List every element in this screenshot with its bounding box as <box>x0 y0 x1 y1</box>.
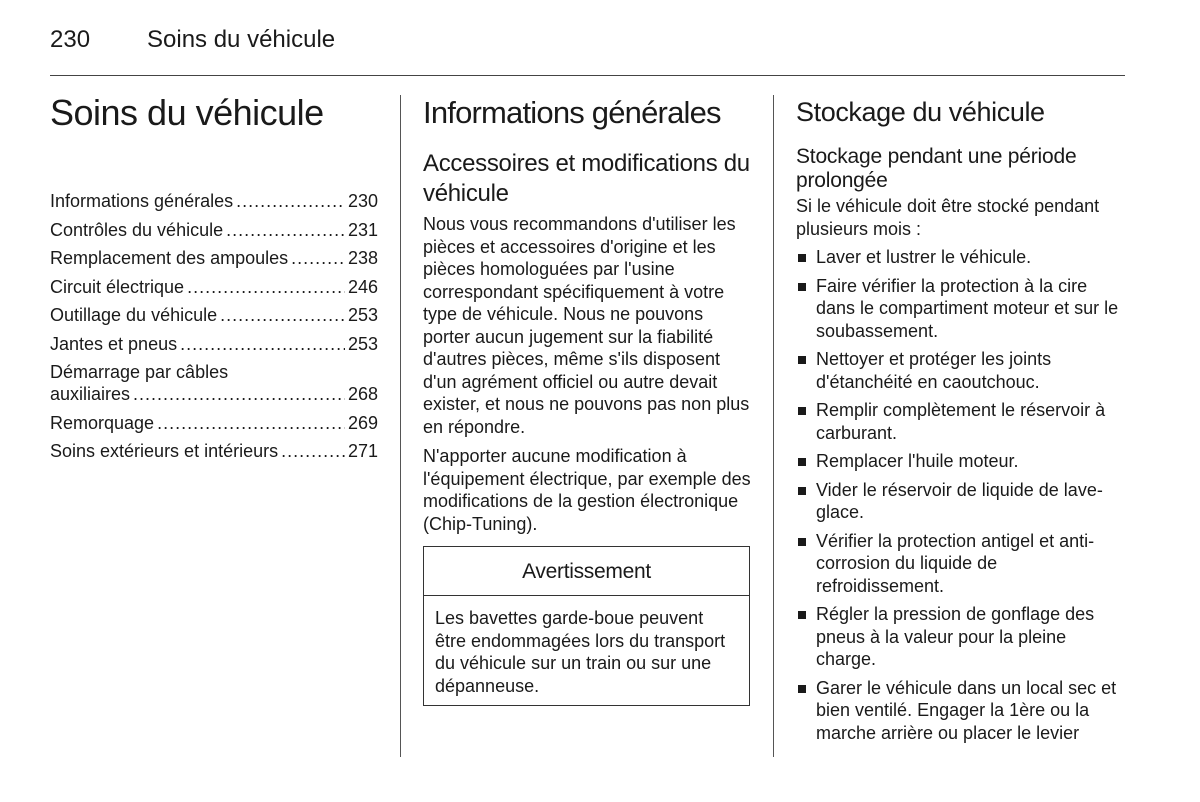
toc-leader <box>133 383 345 405</box>
toc-entry-label: Remorquage <box>50 412 155 433</box>
toc-leader <box>291 247 345 269</box>
warning-title: Avertissement <box>424 547 749 596</box>
list-item <box>796 603 1126 671</box>
list-item-text: Vider le réservoir de liquide de lave-glace. <box>816 479 1103 522</box>
list-item-text: Remplacer l'huile moteur. <box>816 451 1019 471</box>
bullet-square-icon <box>798 458 806 466</box>
bullet-square-icon <box>798 356 806 364</box>
toc-entry-page: 253 <box>347 333 378 354</box>
toc-leader <box>220 304 345 326</box>
toc-entry-page: 268 <box>347 384 378 404</box>
list-item-text: Faire vérifier la protection à la cire dans le compartiment moteur et sur le soubassement. <box>816 275 1119 341</box>
column-divider-1 <box>400 95 401 757</box>
subsection-title-accessoires: Accessoires et modifications du véhicule <box>423 150 750 207</box>
toc-entry-label: Soins extérieurs et intérieurs <box>50 441 279 461</box>
toc-entry-soins[interactable] <box>50 440 378 462</box>
toc-entry-remorquage[interactable] <box>50 412 378 434</box>
chapter-column <box>50 92 380 461</box>
toc-entry-page: 271 <box>347 441 378 461</box>
bullet-square-icon <box>798 685 806 693</box>
bullet-square-icon <box>798 283 806 291</box>
list-item-text: Régler la pression de gonflage des pneus à la valeur pour la pleine charge. <box>816 604 1095 669</box>
running-title: Soins du véhicule <box>147 26 336 53</box>
toc-entry-page: 253 <box>347 305 378 325</box>
bullet-square-icon <box>798 254 806 262</box>
toc-entry-page: 246 <box>347 276 378 297</box>
list-item-text: Vérifier la protection antigel et anti-corrosion du liquide de refroidissement. <box>816 530 1095 596</box>
list-item <box>796 275 1126 343</box>
paragraph-accessoires: Nous vous recommandons d'utiliser les pièces et accessoires d'origine et les pièces homologuées par l'usine correspondant spécifiquement à votre type de véhicule. Nous ne pouvons porter aucun jugement sur la fiabilité d'autres pièces, même s'ils disposent d'un agrément officiel ou autre devait exister, et nous ne pouvons pas non plus en répondre. <box>423 214 750 437</box>
list-item-text: Nettoyer et protéger les joints d'étanchéité en caoutchouc. <box>816 349 1052 392</box>
chapter-title: Soins du véhicule <box>50 92 324 133</box>
toc-entry-label: auxiliaires <box>50 384 131 404</box>
toc-entry-controles[interactable] <box>50 219 378 241</box>
toc-leader <box>226 219 345 241</box>
toc-entry-ampoules[interactable] <box>50 247 378 269</box>
toc-leader <box>180 333 345 355</box>
section-title-stockage: Stockage du véhicule <box>796 97 1045 127</box>
toc-entry-informations[interactable] <box>50 190 378 212</box>
list-item <box>796 450 1126 473</box>
bullet-square-icon <box>798 407 806 415</box>
paragraph-modification: N'apporter aucune modification à l'équipement électrique, par exemple des modifications de la gestion électronique (Chip-Tuning). <box>423 446 751 534</box>
bullet-square-icon <box>798 538 806 546</box>
toc-entry-outillage[interactable] <box>50 304 378 326</box>
toc-entry-label: Outillage du véhicule <box>50 305 218 325</box>
list-item-text: Garer le véhicule dans un local sec et bien ventilé. Engager la 1ère ou la marche arrière ou placer le levier <box>816 677 1117 743</box>
toc-leader <box>236 190 345 212</box>
warning-text: Les bavettes garde-boue peuvent être endommagées lors du transport du véhicule sur un train ou sur une dépanneuse. <box>435 608 726 696</box>
header-rule <box>50 75 1125 76</box>
toc-entry-label: Informations générales <box>50 191 234 211</box>
column-divider-2 <box>773 95 774 757</box>
list-item-text: Remplir complètement le réservoir à carburant. <box>816 400 1106 443</box>
general-info-column <box>423 92 753 706</box>
storage-checklist <box>796 246 1126 744</box>
toc-leader <box>157 412 345 434</box>
toc-entry-page: 231 <box>347 219 378 240</box>
toc-entry-label: Remplacement des ampoules <box>50 248 289 268</box>
list-item <box>796 530 1126 598</box>
toc-entry-page: 238 <box>347 248 378 268</box>
toc-leader <box>281 440 345 462</box>
storage-intro: Si le véhicule doit être stocké pendant plusieurs mois : <box>796 196 1100 239</box>
list-item <box>796 399 1126 444</box>
subsection-title-periode-prolongee: Stockage pendant une période prolongée <box>796 145 1077 192</box>
toc-entry-page: 269 <box>347 412 378 433</box>
list-item <box>796 348 1126 393</box>
list-item <box>796 479 1126 524</box>
page-number: 230 <box>50 26 91 53</box>
list-item <box>796 246 1126 269</box>
toc-entry-label: Circuit électrique <box>50 276 185 297</box>
storage-column <box>796 92 1126 744</box>
toc-entry-label: Contrôles du véhicule <box>50 219 224 240</box>
toc-leader <box>187 276 345 298</box>
toc-entry-label: Jantes et pneus <box>50 333 178 354</box>
bullet-square-icon <box>798 611 806 619</box>
list-item-text: Laver et lustrer le véhicule. <box>816 247 1032 267</box>
section-title-informations: Informations générales <box>423 95 721 130</box>
toc-entry-label-line1: Démarrage par câbles <box>50 362 229 382</box>
toc-entry-demarrage[interactable] <box>50 361 378 405</box>
toc-entry-page: 230 <box>347 191 378 211</box>
toc-entry-jantes[interactable] <box>50 333 378 355</box>
bullet-square-icon <box>798 487 806 495</box>
table-of-contents <box>50 190 378 469</box>
list-item <box>796 677 1126 745</box>
toc-entry-circuit[interactable] <box>50 276 378 298</box>
warning-box <box>423 546 750 706</box>
